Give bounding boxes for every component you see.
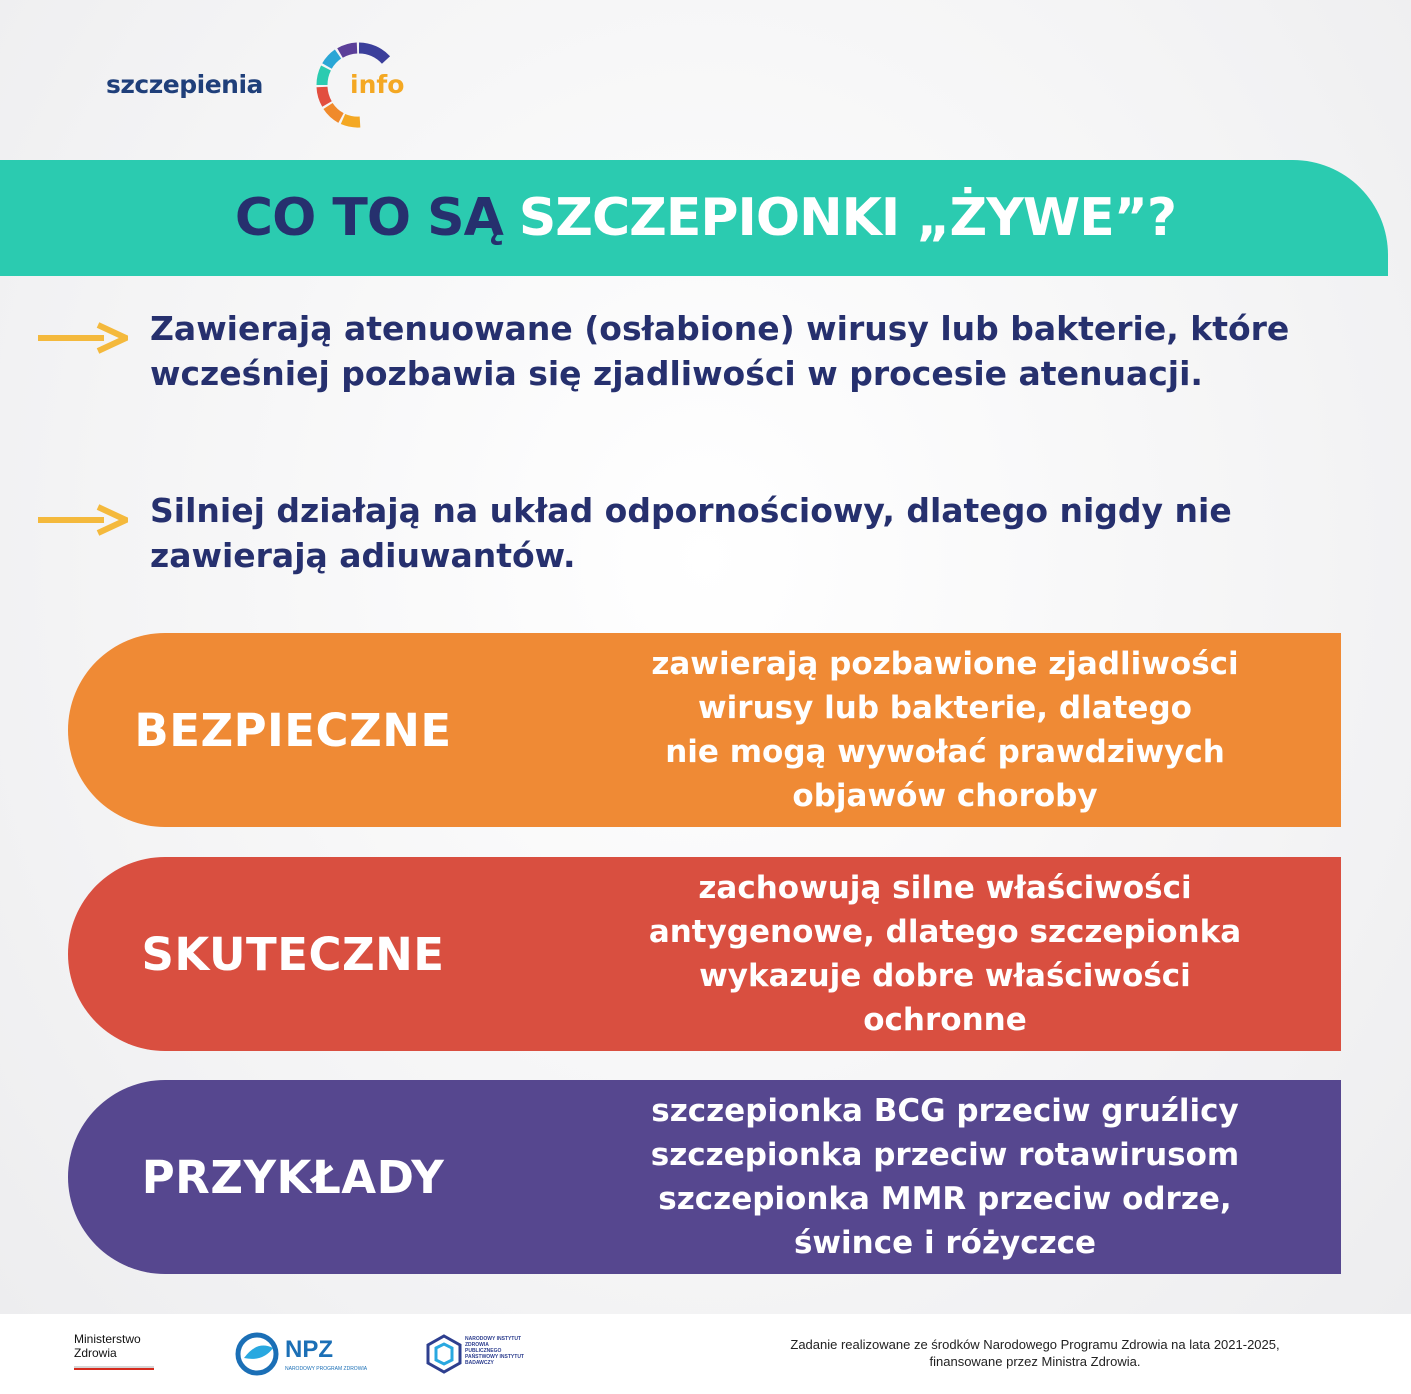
nizp-logo bbox=[425, 1334, 524, 1378]
pill-description-line: nie mogą wywołać prawdziwych bbox=[665, 734, 1225, 770]
arrow-right-icon bbox=[38, 322, 128, 354]
pill-description-line: szczepionka MMR przeciw odrze, bbox=[658, 1181, 1232, 1217]
pill-description-line: szczepionka przeciw rotawirusom bbox=[650, 1137, 1240, 1173]
pill-description-line: wykazuje dobre właściwości bbox=[699, 958, 1191, 994]
arrow-right-icon bbox=[38, 504, 128, 536]
npz-logo-subtitle: NARODOWY PROGRAM ZDROWIA bbox=[285, 1366, 368, 1372]
pill-przyklady bbox=[68, 1080, 1341, 1274]
funding-note bbox=[700, 1336, 1370, 1370]
pill-skuteczne bbox=[68, 857, 1341, 1051]
pill-bezpieczne bbox=[68, 633, 1341, 827]
ministry-name-line2: Zdrowia bbox=[74, 1346, 117, 1360]
szczepienia-info-logo bbox=[106, 42, 426, 128]
logo-text-szczepienia: szczepienia bbox=[106, 70, 263, 99]
pill-label: SKUTECZNE bbox=[141, 927, 445, 981]
pill-description bbox=[580, 1080, 1310, 1274]
pill-label: BEZPIECZNE bbox=[134, 703, 452, 757]
pill-description-line: zachowują silne właściwości bbox=[698, 870, 1192, 906]
nizp-emblem-icon bbox=[425, 1334, 463, 1374]
logo-text-info: info bbox=[350, 70, 405, 99]
pill-label: PRZYKŁADY bbox=[141, 1150, 445, 1204]
npz-emblem-icon bbox=[235, 1332, 281, 1376]
pill-description-line: objawów choroby bbox=[792, 778, 1098, 814]
ministry-of-health-logo bbox=[74, 1332, 156, 1370]
title-part-light: SZCZEPIONKI „ŻYWE”? bbox=[518, 188, 1177, 248]
bullet-item bbox=[38, 306, 1388, 446]
bullet-text: Zawierają atenuowane (osłabione) wirusy lub bakterie, które wcześniej pozbawia się zjadliwości w procesie atenuacji. bbox=[150, 309, 1290, 393]
nizp-logo-text: NARODOWY INSTYTUT ZDROWIA PUBLICZNEGO PAŃSTWOWY INSTYTUT BADAWCZY bbox=[465, 1336, 524, 1366]
pill-description-line: szczepionka BCG przeciw gruźlicy bbox=[651, 1093, 1239, 1129]
footer bbox=[0, 1314, 1411, 1394]
page-title bbox=[0, 160, 1411, 276]
pill-description bbox=[580, 633, 1310, 827]
funding-note-line1: Zadanie realizowane ze środków Narodowego Programu Zdrowia na lata 2021-2025, bbox=[790, 1337, 1280, 1352]
npz-logo-text: NPZ bbox=[285, 1336, 333, 1363]
bullet-text: Silniej działają na układ odpornościowy, dlatego nigdy nie zawierają adiuwantów. bbox=[150, 491, 1232, 575]
pill-description-line: śwince i różyczce bbox=[793, 1225, 1097, 1261]
pill-description-line: antygenowe, dlatego szczepionka bbox=[648, 914, 1242, 950]
pill-description-line: wirusy lub bakterie, dlatego bbox=[698, 690, 1192, 726]
pill-description bbox=[580, 857, 1310, 1051]
pill-description-line: zawierają pozbawione zjadliwości bbox=[651, 646, 1239, 682]
pill-description-line: ochronne bbox=[863, 1002, 1027, 1038]
funding-note-line2: finansowane przez Ministra Zdrowia. bbox=[929, 1354, 1141, 1369]
flag-red-stripe bbox=[74, 1368, 154, 1370]
bullet-item bbox=[38, 488, 1388, 588]
npz-logo bbox=[235, 1332, 368, 1376]
ministry-name-line1: Ministerstwo bbox=[74, 1332, 141, 1346]
title-part-dark: CO TO SĄ bbox=[234, 188, 503, 248]
